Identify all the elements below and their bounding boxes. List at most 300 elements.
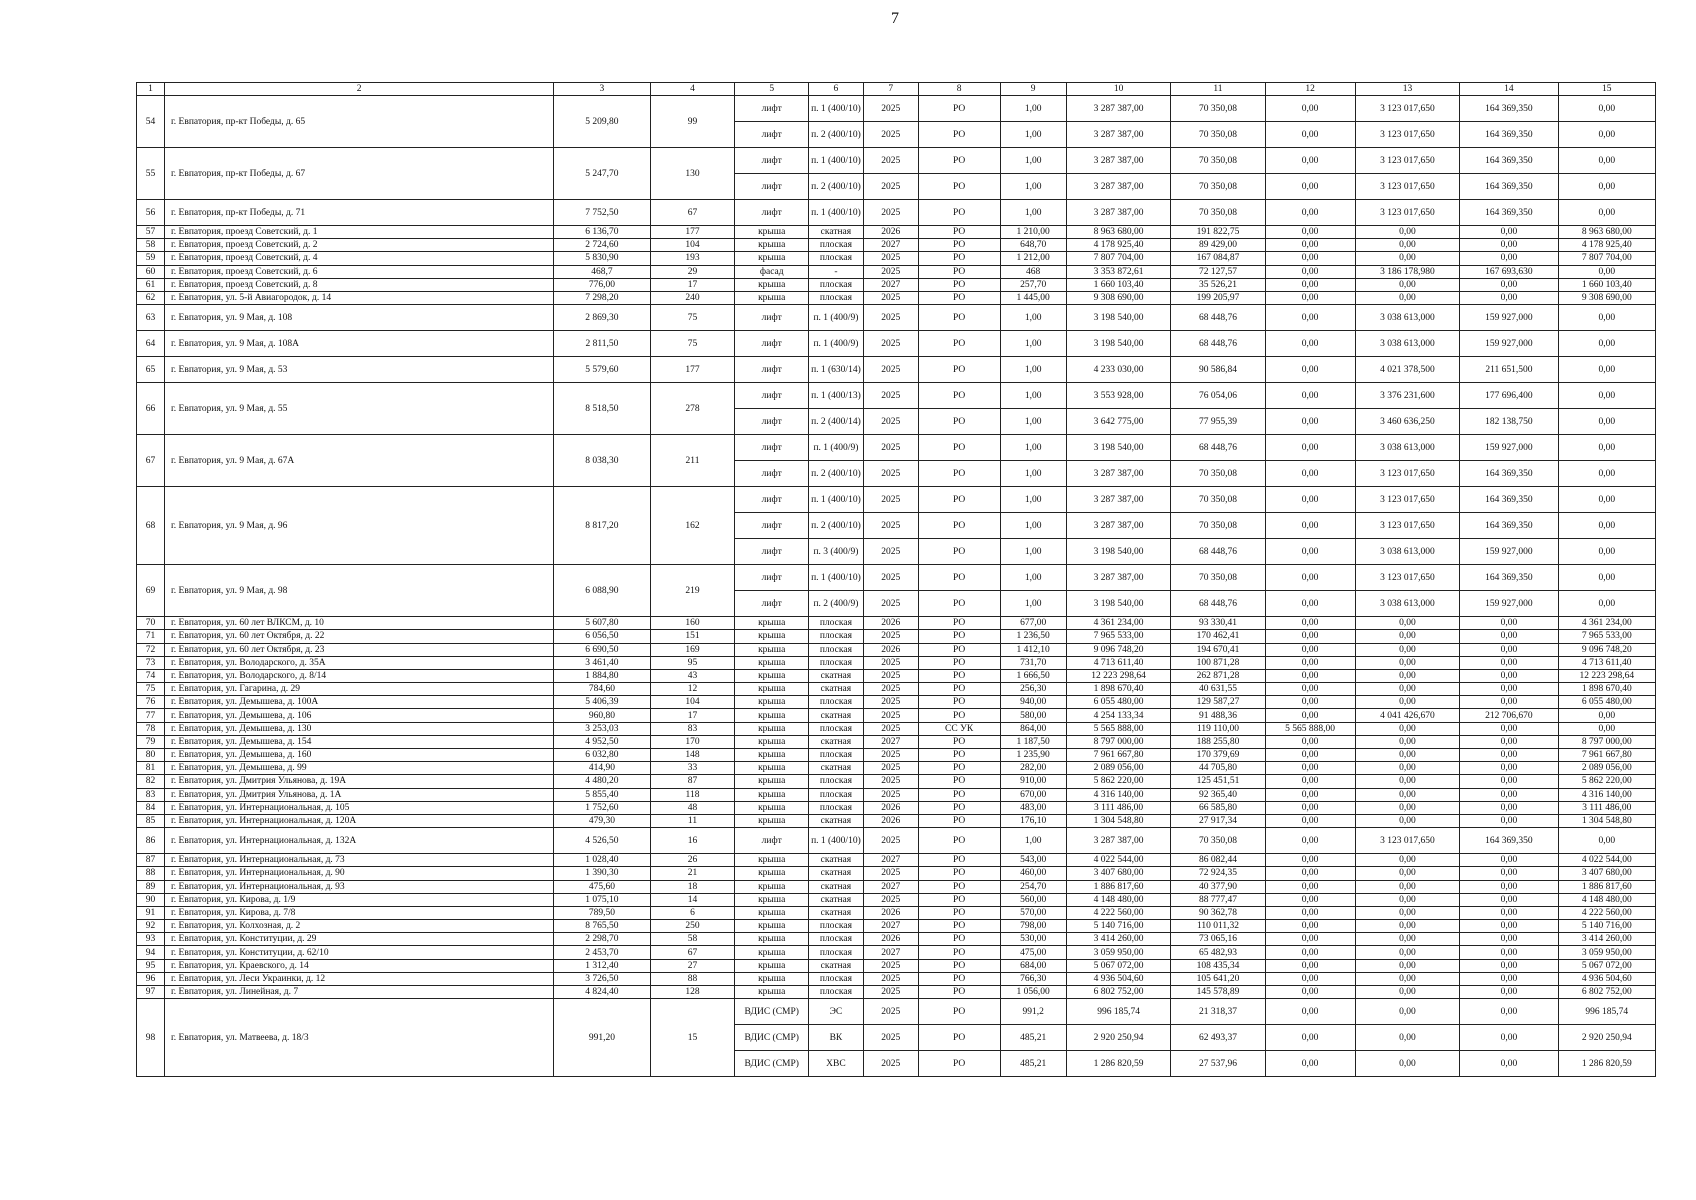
table-row (137, 906, 1656, 919)
table-row (137, 278, 1656, 291)
area-cell: 2 869,30 (554, 305, 650, 331)
data-cell: РО (918, 801, 1000, 814)
data-cell: плоская (808, 643, 863, 656)
data-cell: 3 198 540,00 (1066, 331, 1171, 357)
table-row (137, 972, 1656, 985)
data-cell: 0,00 (1558, 174, 1655, 200)
table-row (137, 331, 1656, 357)
data-cell: 2025 (863, 986, 918, 999)
data-cell: 2025 (863, 696, 918, 709)
data-cell: 68 448,76 (1171, 331, 1265, 357)
area-cell: 5 247,70 (554, 148, 650, 200)
data-cell: лифт (735, 200, 809, 226)
data-cell: 0,00 (1265, 226, 1355, 239)
data-cell: 4 178 925,40 (1558, 239, 1655, 252)
row-number: 91 (137, 906, 165, 919)
data-cell: 2025 (863, 1025, 918, 1051)
data-cell: лифт (735, 122, 809, 148)
data-cell: 0,00 (1460, 735, 1558, 748)
address-cell: г. Евпатория, ул. 9 Мая, д. 98 (164, 565, 553, 617)
area-cell: 4 824,40 (554, 986, 650, 999)
area-cell: 6 032,80 (554, 749, 650, 762)
data-cell: 798,00 (1000, 920, 1066, 933)
area-cell: 5 855,40 (554, 788, 650, 801)
data-cell: 1 187,50 (1000, 735, 1066, 748)
table-row (137, 148, 1656, 174)
data-cell: РО (918, 148, 1000, 174)
table-row (137, 291, 1656, 304)
data-cell: 8 797 000,00 (1558, 735, 1655, 748)
address-cell: г. Евпатория, ул. 5-й Авиагородок, д. 14 (164, 291, 553, 304)
data-cell: 164 369,350 (1460, 96, 1558, 122)
area-cell: 8 817,20 (554, 487, 650, 565)
data-cell: 119 110,00 (1171, 722, 1265, 735)
address-cell: г. Евпатория, ул. Демышева, д. 100А (164, 696, 553, 709)
area-cell: 475,60 (554, 880, 650, 893)
residents-cell: 48 (650, 801, 735, 814)
residents-cell: 99 (650, 96, 735, 148)
address-cell: г. Евпатория, ул. Интернациональная, д. 120А (164, 814, 553, 827)
data-cell: крыша (735, 814, 809, 827)
row-number: 73 (137, 656, 165, 669)
data-cell: крыша (735, 986, 809, 999)
data-cell: 90 586,84 (1171, 357, 1265, 383)
residents-cell: 177 (650, 226, 735, 239)
data-cell: 0,00 (1355, 643, 1460, 656)
data-cell: 3 642 775,00 (1066, 409, 1171, 435)
data-cell: крыша (735, 709, 809, 722)
data-cell: плоская (808, 775, 863, 788)
data-cell: РО (918, 539, 1000, 565)
data-cell: 0,00 (1265, 291, 1355, 304)
data-cell: РО (918, 96, 1000, 122)
data-cell: 3 407 680,00 (1066, 867, 1171, 880)
data-cell: 0,00 (1460, 643, 1558, 656)
data-cell: крыша (735, 880, 809, 893)
data-cell: 89 429,00 (1171, 239, 1265, 252)
data-cell: 262 871,28 (1171, 669, 1265, 682)
data-cell: 5 140 716,00 (1066, 920, 1171, 933)
data-cell: крыша (735, 946, 809, 959)
data-cell: РО (918, 591, 1000, 617)
data-cell: 0,00 (1265, 986, 1355, 999)
data-cell: ВДИС (СМР) (735, 999, 809, 1025)
data-cell: РО (918, 461, 1000, 487)
data-cell: 0,00 (1558, 148, 1655, 174)
data-cell: п. 2 (400/9) (808, 591, 863, 617)
data-cell: п. 1 (400/9) (808, 435, 863, 461)
data-cell: 40 631,55 (1171, 683, 1265, 696)
column-header: 4 (650, 83, 735, 96)
data-cell: 1 886 817,60 (1558, 880, 1655, 893)
data-cell: крыша (735, 762, 809, 775)
data-cell: 996 185,74 (1558, 999, 1655, 1025)
data-cell: 3 198 540,00 (1066, 591, 1171, 617)
data-cell: 3 038 613,000 (1355, 539, 1460, 565)
row-number: 87 (137, 854, 165, 867)
data-cell: СС УК (918, 722, 1000, 735)
row-number: 88 (137, 867, 165, 880)
data-cell: 0,00 (1558, 565, 1655, 591)
data-cell: 164 369,350 (1460, 513, 1558, 539)
area-cell: 468,7 (554, 265, 650, 278)
data-cell: плоская (808, 630, 863, 643)
data-cell: 0,00 (1558, 435, 1655, 461)
data-cell: 1,00 (1000, 828, 1066, 854)
data-cell: 0,00 (1460, 656, 1558, 669)
data-cell: 0,00 (1265, 959, 1355, 972)
address-cell: г. Евпатория, пр-кт Победы, д. 71 (164, 200, 553, 226)
row-number: 86 (137, 828, 165, 854)
address-cell: г. Евпатория, ул. 60 лет Октября, д. 23 (164, 643, 553, 656)
data-cell: 0,00 (1460, 669, 1558, 682)
column-header: 12 (1265, 83, 1355, 96)
area-cell: 4 526,50 (554, 828, 650, 854)
data-cell: 2025 (863, 656, 918, 669)
data-cell: 72 924,35 (1171, 867, 1265, 880)
data-cell: лифт (735, 148, 809, 174)
data-cell: 3 287 387,00 (1066, 565, 1171, 591)
data-cell: 2025 (863, 722, 918, 735)
table-row (137, 828, 1656, 854)
data-cell: 1 898 670,40 (1066, 683, 1171, 696)
address-cell: г. Евпатория, пр-кт Победы, д. 67 (164, 148, 553, 200)
data-cell: 560,00 (1000, 893, 1066, 906)
data-cell: 4 361 234,00 (1558, 617, 1655, 630)
data-cell: 0,00 (1460, 630, 1558, 643)
data-cell: 167 693,630 (1460, 265, 1558, 278)
data-cell: 0,00 (1265, 893, 1355, 906)
data-cell: 0,00 (1460, 959, 1558, 972)
residents-cell: 278 (650, 383, 735, 435)
row-number: 67 (137, 435, 165, 487)
data-cell: 212 706,670 (1460, 709, 1558, 722)
table-row (137, 617, 1656, 630)
data-cell: 0,00 (1355, 972, 1460, 985)
area-cell: 960,80 (554, 709, 650, 722)
data-cell: крыша (735, 252, 809, 265)
data-cell: 0,00 (1355, 762, 1460, 775)
residents-cell: 193 (650, 252, 735, 265)
residents-cell: 33 (650, 762, 735, 775)
residents-cell: 104 (650, 696, 735, 709)
address-cell: г. Евпатория, ул. Володарского, д. 35А (164, 656, 553, 669)
area-cell: 1 884,80 (554, 669, 650, 682)
data-cell: 4 713 611,40 (1066, 656, 1171, 669)
data-cell: 2 920 250,94 (1066, 1025, 1171, 1051)
address-cell: г. Евпатория, пр-кт Победы, д. 65 (164, 96, 553, 148)
column-header: 15 (1558, 83, 1655, 96)
data-cell: 0,00 (1355, 986, 1460, 999)
residents-cell: 58 (650, 933, 735, 946)
data-cell: ЭС (808, 999, 863, 1025)
residents-cell: 16 (650, 828, 735, 854)
residents-cell: 43 (650, 669, 735, 682)
data-cell: 5 067 072,00 (1066, 959, 1171, 972)
residents-cell: 128 (650, 986, 735, 999)
data-cell: 0,00 (1460, 801, 1558, 814)
row-number: 72 (137, 643, 165, 656)
data-cell: лифт (735, 828, 809, 854)
data-cell: 0,00 (1265, 801, 1355, 814)
address-cell: г. Евпатория, ул. Интернациональная, д. 105 (164, 801, 553, 814)
data-cell: 4 022 544,00 (1558, 854, 1655, 867)
row-number: 98 (137, 999, 165, 1077)
column-header: 13 (1355, 83, 1460, 96)
data-cell: 0,00 (1355, 959, 1460, 972)
row-number: 66 (137, 383, 165, 435)
data-cell: 44 705,80 (1171, 762, 1265, 775)
table-row (137, 880, 1656, 893)
address-cell: г. Евпатория, ул. Леси Украинки, д. 12 (164, 972, 553, 985)
data-cell: 0,00 (1460, 722, 1558, 735)
residents-cell: 250 (650, 920, 735, 933)
table-row (137, 305, 1656, 331)
data-cell: 0,00 (1460, 933, 1558, 946)
data-cell: 1 445,00 (1000, 291, 1066, 304)
data-cell: 62 493,37 (1171, 1025, 1265, 1051)
data-cell: 7 965 533,00 (1558, 630, 1655, 643)
data-cell: РО (918, 828, 1000, 854)
address-cell: г. Евпатория, ул. 9 Мая, д. 67А (164, 435, 553, 487)
data-cell: 1 056,00 (1000, 986, 1066, 999)
data-cell: 2025 (863, 148, 918, 174)
area-cell: 789,50 (554, 906, 650, 919)
data-cell: 0,00 (1558, 122, 1655, 148)
column-header: 7 (863, 83, 918, 96)
data-cell: 485,21 (1000, 1025, 1066, 1051)
data-cell: РО (918, 972, 1000, 985)
data-cell: 1,00 (1000, 487, 1066, 513)
residents-cell: 17 (650, 278, 735, 291)
row-number: 81 (137, 762, 165, 775)
data-cell: 0,00 (1265, 867, 1355, 880)
residents-cell: 170 (650, 735, 735, 748)
row-number: 97 (137, 986, 165, 999)
residents-cell: 75 (650, 305, 735, 331)
data-cell: 0,00 (1355, 867, 1460, 880)
table-row (137, 565, 1656, 591)
data-cell: 35 526,21 (1171, 278, 1265, 291)
data-cell: 2025 (863, 513, 918, 539)
header-row (137, 83, 1656, 96)
table-row (137, 735, 1656, 748)
row-number: 74 (137, 669, 165, 682)
residents-cell: 118 (650, 788, 735, 801)
data-cell: 211 651,500 (1460, 357, 1558, 383)
table-row (137, 946, 1656, 959)
row-number: 85 (137, 814, 165, 827)
area-cell: 1 312,40 (554, 959, 650, 972)
data-cell: 90 362,78 (1171, 906, 1265, 919)
data-cell: 3 414 260,00 (1558, 933, 1655, 946)
data-cell: 3 287 387,00 (1066, 148, 1171, 174)
data-cell: 9 308 690,00 (1558, 291, 1655, 304)
data-cell: 3 287 387,00 (1066, 200, 1171, 226)
data-cell: 1,00 (1000, 122, 1066, 148)
data-cell: лифт (735, 357, 809, 383)
data-cell: 0,00 (1355, 278, 1460, 291)
data-cell: скатная (808, 226, 863, 239)
data-cell: плоская (808, 749, 863, 762)
data-cell: 0,00 (1460, 880, 1558, 893)
data-cell: 170 462,41 (1171, 630, 1265, 643)
address-cell: г. Евпатория, ул. Дмитрия Ульянова, д. 1А (164, 788, 553, 801)
data-cell: 0,00 (1355, 1051, 1460, 1077)
data-cell: 2025 (863, 487, 918, 513)
data-cell: 3 287 387,00 (1066, 828, 1171, 854)
data-cell: 0,00 (1355, 696, 1460, 709)
residents-cell: 18 (650, 880, 735, 893)
data-cell: 3 123 017,650 (1355, 513, 1460, 539)
area-cell: 2 811,50 (554, 331, 650, 357)
data-cell: 0,00 (1460, 1025, 1558, 1051)
column-header: 6 (808, 83, 863, 96)
data-cell: РО (918, 226, 1000, 239)
data-cell: 731,70 (1000, 656, 1066, 669)
data-cell: 0,00 (1265, 906, 1355, 919)
address-cell: г. Евпатория, ул. Демышева, д. 130 (164, 722, 553, 735)
data-cell: 0,00 (1265, 591, 1355, 617)
data-cell: РО (918, 696, 1000, 709)
data-cell: 2025 (863, 122, 918, 148)
address-cell: г. Евпатория, ул. 9 Мая, д. 96 (164, 487, 553, 565)
data-cell: 2025 (863, 265, 918, 278)
data-cell: п. 2 (400/14) (808, 409, 863, 435)
data-cell: 1 235,90 (1000, 749, 1066, 762)
data-cell: 0,00 (1265, 920, 1355, 933)
data-cell: 0,00 (1265, 357, 1355, 383)
data-cell: 0,00 (1558, 539, 1655, 565)
data-cell: п. 2 (400/10) (808, 461, 863, 487)
data-cell: крыша (735, 669, 809, 682)
data-cell: 0,00 (1355, 239, 1460, 252)
data-cell: п. 1 (400/10) (808, 565, 863, 591)
data-cell: 70 350,08 (1171, 200, 1265, 226)
data-cell: 0,00 (1355, 669, 1460, 682)
data-cell: 7 807 704,00 (1066, 252, 1171, 265)
address-cell: г. Евпатория, ул. Демышева, д. 160 (164, 749, 553, 762)
data-cell: 0,00 (1460, 854, 1558, 867)
data-cell: п. 1 (400/9) (808, 331, 863, 357)
address-cell: г. Евпатория, ул. Демышева, д. 154 (164, 735, 553, 748)
row-number: 79 (137, 735, 165, 748)
data-cell: скатная (808, 669, 863, 682)
area-cell: 8 038,30 (554, 435, 650, 487)
data-cell: РО (918, 880, 1000, 893)
data-cell: 0,00 (1460, 252, 1558, 265)
column-header: 8 (918, 83, 1000, 96)
data-cell: 0,00 (1265, 762, 1355, 775)
capital-repair-table (136, 82, 1656, 1077)
data-cell: крыша (735, 643, 809, 656)
table-row (137, 762, 1656, 775)
data-cell: 4 222 560,00 (1558, 906, 1655, 919)
address-cell: г. Евпатория, ул. 9 Мая, д. 108 (164, 305, 553, 331)
row-number: 95 (137, 959, 165, 972)
data-cell: РО (918, 854, 1000, 867)
data-cell: 0,00 (1460, 775, 1558, 788)
data-cell: 8 797 000,00 (1066, 735, 1171, 748)
area-cell: 2 453,70 (554, 946, 650, 959)
address-cell: г. Евпатория, проезд Советский, д. 6 (164, 265, 553, 278)
data-cell: 1,00 (1000, 96, 1066, 122)
data-cell: РО (918, 565, 1000, 591)
data-cell: 4 233 030,00 (1066, 357, 1171, 383)
data-cell: 4 178 925,40 (1066, 239, 1171, 252)
data-cell: РО (918, 513, 1000, 539)
residents-cell: 67 (650, 200, 735, 226)
data-cell: 0,00 (1460, 814, 1558, 827)
data-cell: 570,00 (1000, 906, 1066, 919)
address-cell: г. Евпатория, проезд Советский, д. 2 (164, 239, 553, 252)
data-cell: 3 123 017,650 (1355, 828, 1460, 854)
data-cell: 4 021 378,500 (1355, 357, 1460, 383)
data-cell: 468 (1000, 265, 1066, 278)
data-cell: РО (918, 683, 1000, 696)
data-cell: 1,00 (1000, 565, 1066, 591)
data-cell: 864,00 (1000, 722, 1066, 735)
table-row (137, 357, 1656, 383)
data-cell: РО (918, 814, 1000, 827)
data-cell: 92 365,40 (1171, 788, 1265, 801)
row-number: 94 (137, 946, 165, 959)
data-cell: крыша (735, 291, 809, 304)
data-cell: 0,00 (1265, 174, 1355, 200)
data-cell: РО (918, 762, 1000, 775)
data-cell: 9 096 748,20 (1558, 643, 1655, 656)
area-cell: 1 752,60 (554, 801, 650, 814)
row-number: 96 (137, 972, 165, 985)
data-cell: 1 898 670,40 (1558, 683, 1655, 696)
data-cell: 159 927,000 (1460, 539, 1558, 565)
data-cell: 3 123 017,650 (1355, 461, 1460, 487)
row-number: 77 (137, 709, 165, 722)
residents-cell: 211 (650, 435, 735, 487)
data-cell: 4 022 544,00 (1066, 854, 1171, 867)
table-row (137, 788, 1656, 801)
data-cell: 6 802 752,00 (1558, 986, 1655, 999)
data-cell: 0,00 (1265, 696, 1355, 709)
data-cell: плоская (808, 291, 863, 304)
data-cell: 1 412,10 (1000, 643, 1066, 656)
data-cell: 0,00 (1265, 709, 1355, 722)
data-cell: 4 361 234,00 (1066, 617, 1171, 630)
data-cell: 27 537,96 (1171, 1051, 1265, 1077)
data-cell: 108 435,34 (1171, 959, 1265, 972)
data-cell: 0,00 (1265, 946, 1355, 959)
data-cell: 0,00 (1355, 775, 1460, 788)
row-number: 92 (137, 920, 165, 933)
data-cell: 0,00 (1460, 1051, 1558, 1077)
data-cell: 648,70 (1000, 239, 1066, 252)
data-cell: 0,00 (1558, 591, 1655, 617)
data-cell: 3 376 231,600 (1355, 383, 1460, 409)
data-cell: фасад (735, 265, 809, 278)
data-cell: 1,00 (1000, 539, 1066, 565)
data-cell: РО (918, 331, 1000, 357)
data-cell: 0,00 (1558, 96, 1655, 122)
data-cell: плоская (808, 617, 863, 630)
area-cell: 7 298,20 (554, 291, 650, 304)
data-cell: 191 822,75 (1171, 226, 1265, 239)
data-cell: 5 565 888,00 (1066, 722, 1171, 735)
data-cell: 2026 (863, 643, 918, 656)
address-cell: г. Евпатория, ул. 9 Мая, д. 53 (164, 357, 553, 383)
row-number: 55 (137, 148, 165, 200)
data-cell: 4 936 504,60 (1558, 972, 1655, 985)
data-cell: 3 186 178,980 (1355, 265, 1460, 278)
